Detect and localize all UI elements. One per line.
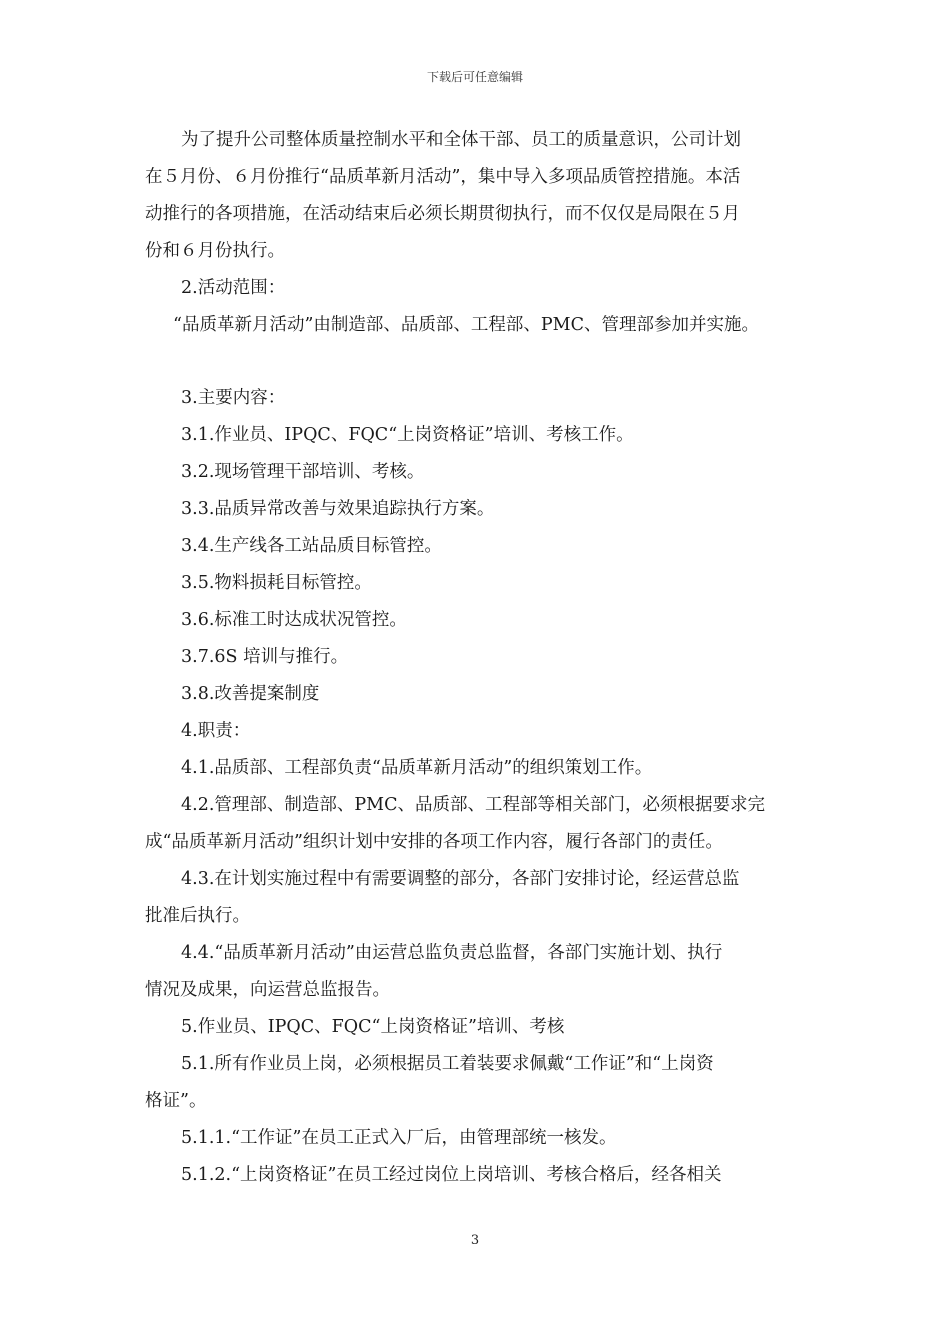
- section-heading: 3.主要内容：: [181, 388, 286, 408]
- page-header: 下载后可任意编辑: [426, 70, 523, 84]
- paragraph-line: 情况及成果，向运营总监报告。: [145, 980, 390, 1000]
- paragraph-line: 份和６月份执行。: [145, 241, 285, 261]
- list-item: 3.4.生产线各工站品质目标管控。: [181, 536, 442, 556]
- paragraph-line: “品质革新月活动”由制造部、品质部、工程部、PMC、管理部参加并实施。: [173, 315, 759, 335]
- list-item: 5.1.1.“工作证”在员工正式入厂后，由管理部统一核发。: [181, 1128, 617, 1148]
- section-heading: 5.作业员、IPQC、FQC“上岗资格证”培训、考核: [181, 1017, 565, 1037]
- paragraph-line: 格证”。: [145, 1091, 207, 1111]
- list-item: 4.4.“品质革新月活动”由运营总监负责总监督，各部门实施计划、执行: [181, 943, 723, 963]
- list-item: 3.8.改善提案制度: [181, 684, 320, 704]
- list-item: 3.3.品质异常改善与效果追踪执行方案。: [181, 499, 495, 519]
- section-heading: 4.职责：: [181, 721, 251, 741]
- list-item: 3.1.作业员、IPQC、FQC“上岗资格证”培训、考核工作。: [181, 425, 634, 445]
- paragraph-line: 为了提升公司整体质量控制水平和全体干部、员工的质量意识，公司计划: [181, 130, 741, 150]
- list-item: 4.1.品质部、工程部负责“品质革新月活动”的组织策划工作。: [181, 758, 653, 778]
- paragraph-line: 动推行的各项措施，在活动结束后必须长期贯彻执行，而不仅仅是局限在５月: [145, 204, 740, 224]
- paragraph-line: 在５月份、６月份推行“品质革新月活动”，集中导入多项品质管控措施。本活: [145, 167, 741, 187]
- list-item: 5.1.所有作业员上岗，必须根据员工着装要求佩戴“工作证”和“上岗资: [181, 1054, 714, 1074]
- paragraph-line: 成“品质革新月活动”组织计划中安排的各项工作内容，履行各部门的责任。: [145, 832, 723, 852]
- list-item: 4.3.在计划实施过程中有需要调整的部分，各部门安排讨论，经运营总监: [181, 869, 740, 889]
- list-item: 4.2.管理部、制造部、PMC、品质部、工程部等相关部门，必须根据要求完: [181, 795, 765, 815]
- section-heading: 2.活动范围：: [181, 278, 286, 298]
- blank-line: [145, 344, 815, 380]
- document-body: [145, 122, 815, 1194]
- list-item: 3.6.标准工时达成状况管控。: [181, 610, 407, 630]
- list-item: 3.2.现场管理干部培训、考核。: [181, 462, 425, 482]
- paragraph-line: 批准后执行。: [145, 906, 250, 926]
- list-item: 3.7.6S 培训与推行。: [181, 647, 349, 667]
- list-item: 3.5.物料损耗目标管控。: [181, 573, 372, 593]
- page-number: 3: [470, 1233, 480, 1248]
- list-item: 5.1.2.“上岗资格证”在员工经过岗位上岗培训、考核合格后，经各相关: [181, 1165, 722, 1185]
